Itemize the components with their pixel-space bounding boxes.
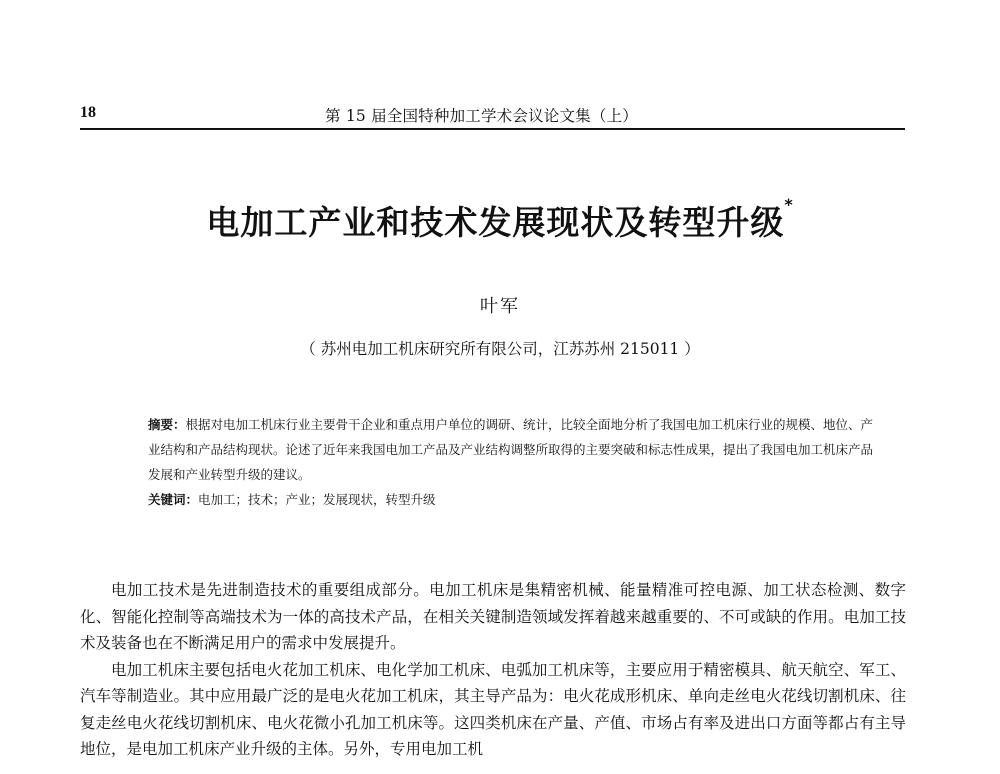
paper-title — [0, 197, 1000, 244]
body-text — [80, 577, 906, 763]
keywords-line — [116, 487, 876, 512]
author-name: 叶军 — [480, 296, 520, 317]
keywords-text: 电加工；技术；产业；发展现状，转型升级 — [198, 492, 436, 507]
running-header — [80, 92, 905, 130]
author-affiliation: （ 苏州电加工机床研究所有限公司，江苏苏州 215011 ） — [300, 340, 700, 358]
proceedings-title: 第 15 届全国特种加工学术会议论文集（上） — [325, 107, 638, 125]
paper-title-text: 电加工产业和技术发展现状及转型升级 — [206, 203, 785, 242]
keywords-label: 关键词： — [148, 492, 199, 507]
title-footnote-mark: * — [784, 195, 794, 214]
body-paragraph: 电加工技术是先进制造技术的重要组成部分。电加工机床是集精密机械、能量精准可控电源、加工状态检测、数字化、智能化控制等高端技术为一体的高技术产品，在相关关键制造领域发挥着越来越重要的、不可或缺的作用。电加工技术及装备也在不断满足用户的需求中发展提升。 — [80, 581, 906, 652]
abstract-block — [116, 412, 876, 512]
body-paragraph: 电加工机床主要包括电火花加工机床、电化学加工机床、电弧加工机床等，主要应用于精密模具、航天航空、军工、汽车等制造业。其中应用最广泛的是电火花加工机床，其主导产品为：电火花成形机床、单向走丝电火花线切割机床、往复走丝电火花线切割机床、电火花微小孔加工机床等。这四类机床在产量、产值、市场占有率及进出口方面等都占有主导地位，是电加工机床产业升级的主体。另外，专用电加工机 — [80, 660, 906, 758]
abstract-paragraph — [116, 412, 876, 487]
page-number: 18 — [80, 104, 96, 121]
abstract-label: 摘要： — [148, 417, 186, 432]
abstract-text: 根据对电加工机床行业主要骨干企业和重点用户单位的调研、统计，比较全面地分析了我国电加工机床行业的规模、地位、产业结构和产品结构现状。论述了近年来我国电加工产品及产业结构调整所取得的主要突破和标志性成果，提出了我国电加工机床产品发展和产业转型升级的建议。 — [148, 417, 874, 482]
